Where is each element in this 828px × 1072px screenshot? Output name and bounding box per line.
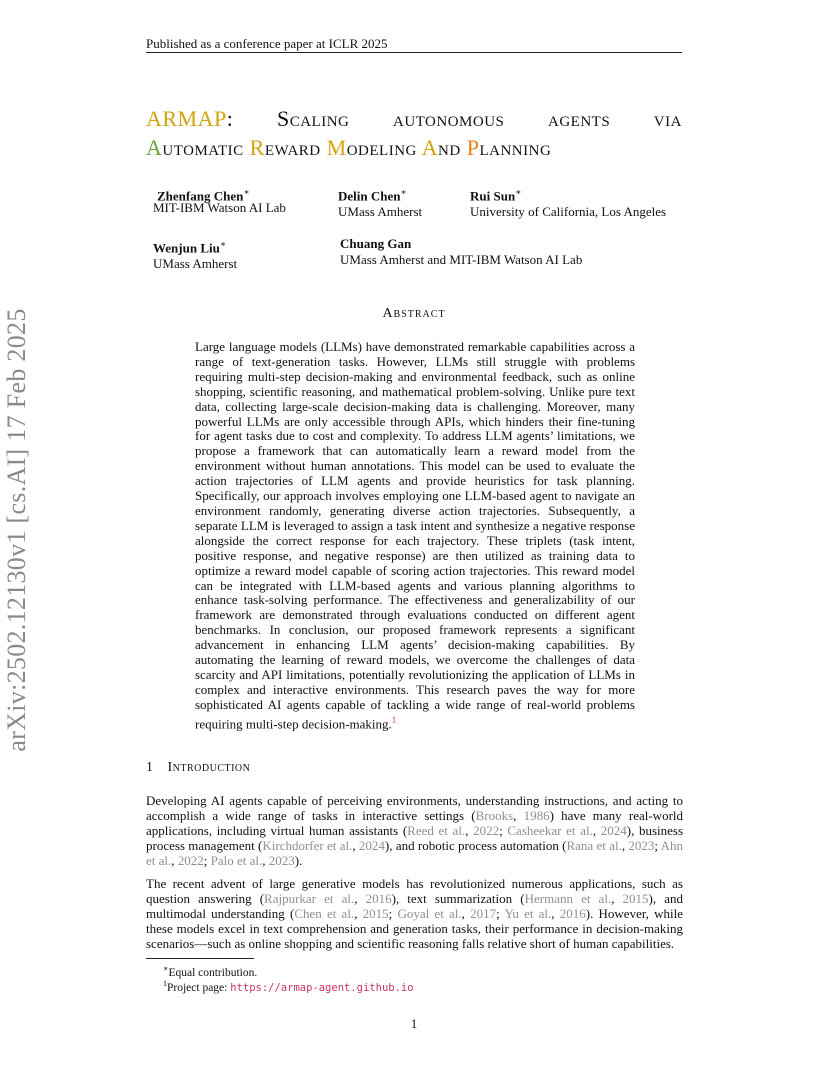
citation-link[interactable]: Palo et al.	[210, 852, 263, 868]
author-name: Chuang Gan	[340, 236, 412, 251]
author-block	[338, 184, 422, 220]
author-affiliation: UMass Amherst	[153, 256, 238, 272]
project-page-link[interactable]: https://armap-agent.github.io	[230, 981, 414, 994]
citation-link[interactable]: Ahn et al.	[146, 837, 683, 868]
citation-link[interactable]: 2016	[365, 890, 392, 906]
author-name: Zhenfang Chen∗	[157, 187, 250, 204]
paragraph-text: ), business process management (	[146, 822, 684, 853]
title-word-rest: odeling	[346, 135, 417, 160]
intro-paragraph-1	[146, 794, 683, 869]
paragraph-text: ;	[496, 905, 505, 921]
paragraph-text: ,	[592, 822, 601, 838]
abstract-heading: Abstract	[382, 306, 446, 321]
title-line-2	[146, 133, 686, 162]
paragraph-text: ).	[294, 852, 303, 868]
page-number: 1	[410, 1016, 418, 1031]
section-title: Introduction	[167, 760, 251, 775]
title-word: autonomous	[393, 106, 505, 131]
title-acronym	[146, 104, 233, 133]
title-word	[422, 135, 461, 160]
running-header: Published as a conference paper at ICLR 2025	[146, 36, 388, 51]
title-initial: A	[421, 135, 439, 160]
paragraph-text: ,	[461, 905, 471, 921]
arxiv-stamp-text: arXiv:2502.12130v1 [cs.AI] 17 Feb 2025	[2, 308, 31, 752]
paragraph-text: ,	[171, 852, 178, 868]
title-initial: A	[146, 135, 163, 160]
citation-link[interactable]: Kirchdorfer et al.	[262, 837, 353, 853]
citation-link[interactable]: 2024	[358, 837, 385, 853]
abstract-text: Large language models (LLMs) have demonstrated remarkable capabilities across a range of text-generation tasks. However, LLMs still struggle with problems requiring multi-step decision-making and environmental feedback, such as online shopping, scientific reasoning, and mathematical problem-solving. Unlike pure text data, collecting large-scale decision-making data is challenging. Moreover, many powerful LLMs are only accessible through APIs, which hinders their fine-tuning for agent tasks due to cost and complexity. To address LLM agents’ limitations, we propose a framework that can automatically learn a reward model from the environment without human annotations. This model can be used to evaluate the action trajectories of LLM agents and provide heuristics for task planning. Specifically, our approach involves employing one LLM-based agent to navigate an environment randomly, generating diverse action trajectories. Subsequently, a separate LLM is leveraged to assign a task intent and synthesize a negative response alongside the correct response for each trajectory. These triplets (task intent, positive response, and negative response) are then utilized as training data to optimize a reward model capable of scoring action trajectories. This reward model can be integrated with LLM-based agents and various planning algorithms to enhance task-solving performance. The effectiveness and generalizability of our framework are demonstrated through evaluations conducted on different agent benchmarks. In conclusion, our proposed framework represents a significant advancement in enhancing LLM agents’ decision-making capabilities. By automating the learning of reward models, we overcome the challenges of data scarcity and API limitations, potentially revolutionizing the application of LLMs in complex and interactive environments. This research paves the way for more sophisticated AI agents capable of tackling a wide range of real-world problems requiring multi-step decision-making.	[195, 339, 635, 731]
paragraph-text: ,	[262, 852, 269, 868]
footnote-project	[163, 977, 414, 995]
citation-link[interactable]: 2017	[470, 905, 497, 921]
title-line-1	[146, 104, 682, 133]
abstract-body	[195, 340, 635, 732]
citation-link[interactable]: 2022	[473, 822, 500, 838]
citation-link[interactable]: Brooks	[475, 807, 514, 823]
title-colon: :	[226, 106, 234, 131]
paragraph-text: ), text summarization (	[391, 890, 525, 906]
title-word-rest: nd	[438, 135, 461, 160]
equal-contribution-mark: ∗	[400, 187, 407, 197]
citation-link[interactable]: Hermann et al.	[524, 890, 612, 906]
author-name: Wenjun Liu∗	[153, 239, 226, 256]
paragraph-text: ,	[621, 837, 629, 853]
citation-link[interactable]: 2023	[628, 837, 655, 853]
paragraph-text: ,	[611, 890, 623, 906]
footnote-link[interactable]: 1	[391, 714, 397, 725]
author-affiliation: UMass Amherst and MIT-IBM Watson AI Lab	[340, 252, 583, 267]
title-word	[250, 135, 321, 160]
footnote-rule	[146, 958, 254, 959]
citation-link[interactable]: 2022	[177, 852, 204, 868]
citation-link[interactable]: Casheekar et al.	[507, 822, 593, 838]
paragraph-text: ,	[354, 890, 366, 906]
citation-link[interactable]: Rana et al.	[566, 837, 622, 853]
paragraph-text: Developing AI agents capable of perceiving environments, understanding instructions, and acting to accomplish a wide range of tasks in interactive settings (	[146, 793, 683, 823]
citation-link[interactable]: 2015	[362, 905, 389, 921]
title-acronym-text: ARMAP	[146, 106, 227, 131]
paragraph-text: ). However, while these models excel in text comprehension and generation tasks, their performance in decision-making scenarios—such as online shopping and scientific reasoning falls relative short of human capabilities.	[146, 905, 683, 951]
paragraph-text: ;	[203, 852, 211, 868]
author-block	[153, 236, 237, 272]
footnote-mark: 1	[163, 979, 167, 988]
author-affiliation: UMass Amherst	[338, 204, 423, 220]
intro-paragraph-2	[146, 877, 683, 952]
footnote-text: Project page:	[167, 981, 231, 994]
equal-contribution-mark: ∗	[515, 187, 522, 197]
footnote-text: Equal contribution.	[168, 966, 258, 979]
author-name: Rui Sun∗	[470, 187, 522, 204]
title-word: agents	[548, 106, 611, 131]
citation-link[interactable]: 2023	[268, 852, 295, 868]
citation-link[interactable]: 2015	[622, 890, 649, 906]
citation-link[interactable]: 2016	[559, 905, 586, 921]
title-word	[146, 135, 244, 160]
section-heading	[146, 760, 250, 776]
title-initial: M	[326, 135, 347, 160]
footnote-mark: ∗	[163, 964, 169, 973]
paragraph-text: ;	[388, 905, 398, 921]
paragraph-text: The recent advent of large generative models has revolutionized numerous applications, such as question answering (	[146, 876, 683, 906]
citation-link[interactable]: Chen et al.	[294, 905, 355, 921]
citation-link[interactable]: Reed et al.	[407, 822, 466, 838]
citation-link[interactable]: Rajpurkar et al.	[264, 890, 355, 906]
paragraph-text: ;	[654, 837, 661, 853]
title-word-rest: lanning	[479, 135, 552, 160]
equal-contribution-mark: ∗	[243, 187, 250, 197]
title-word	[467, 135, 552, 160]
title-word: Scaling	[276, 106, 350, 131]
author-name: Delin Chen∗	[338, 187, 407, 204]
section-number: 1	[146, 760, 154, 775]
equal-contribution-mark: ∗	[219, 239, 226, 249]
paragraph-text: ,	[551, 905, 560, 921]
title-word: via	[653, 106, 682, 131]
author-affiliation: University of California, Los Angeles	[470, 204, 667, 220]
title-word	[327, 135, 417, 160]
paragraph-text: ), and multimodal understanding (	[146, 890, 684, 921]
paragraph-text: ,	[352, 837, 359, 853]
paragraph-text: ,	[354, 905, 363, 921]
title-initial: P	[466, 135, 480, 160]
paragraph-text: ,	[513, 807, 524, 823]
citation-link[interactable]: 2024	[600, 822, 627, 838]
paragraph-text: ), and robotic process automation (	[384, 837, 567, 853]
author-block	[470, 184, 666, 220]
title-word-rest: utomatic	[162, 135, 244, 160]
paragraph-text: ;	[499, 822, 508, 838]
paragraph-text: ,	[465, 822, 474, 838]
title-initial: R	[249, 135, 265, 160]
title-word-rest: eward	[264, 135, 321, 160]
author-block	[340, 236, 582, 268]
header-rule	[146, 52, 682, 53]
citation-link[interactable]: Yu et al.	[504, 905, 552, 921]
paper-title	[146, 104, 686, 162]
paragraph-text: ) have many real-world applications, including virtual human assistants (	[146, 807, 684, 838]
citation-link[interactable]: 1986	[523, 807, 550, 823]
citation-link[interactable]: Goyal et al.	[397, 905, 462, 921]
author-affiliation: MIT-IBM Watson AI Lab	[153, 200, 286, 215]
